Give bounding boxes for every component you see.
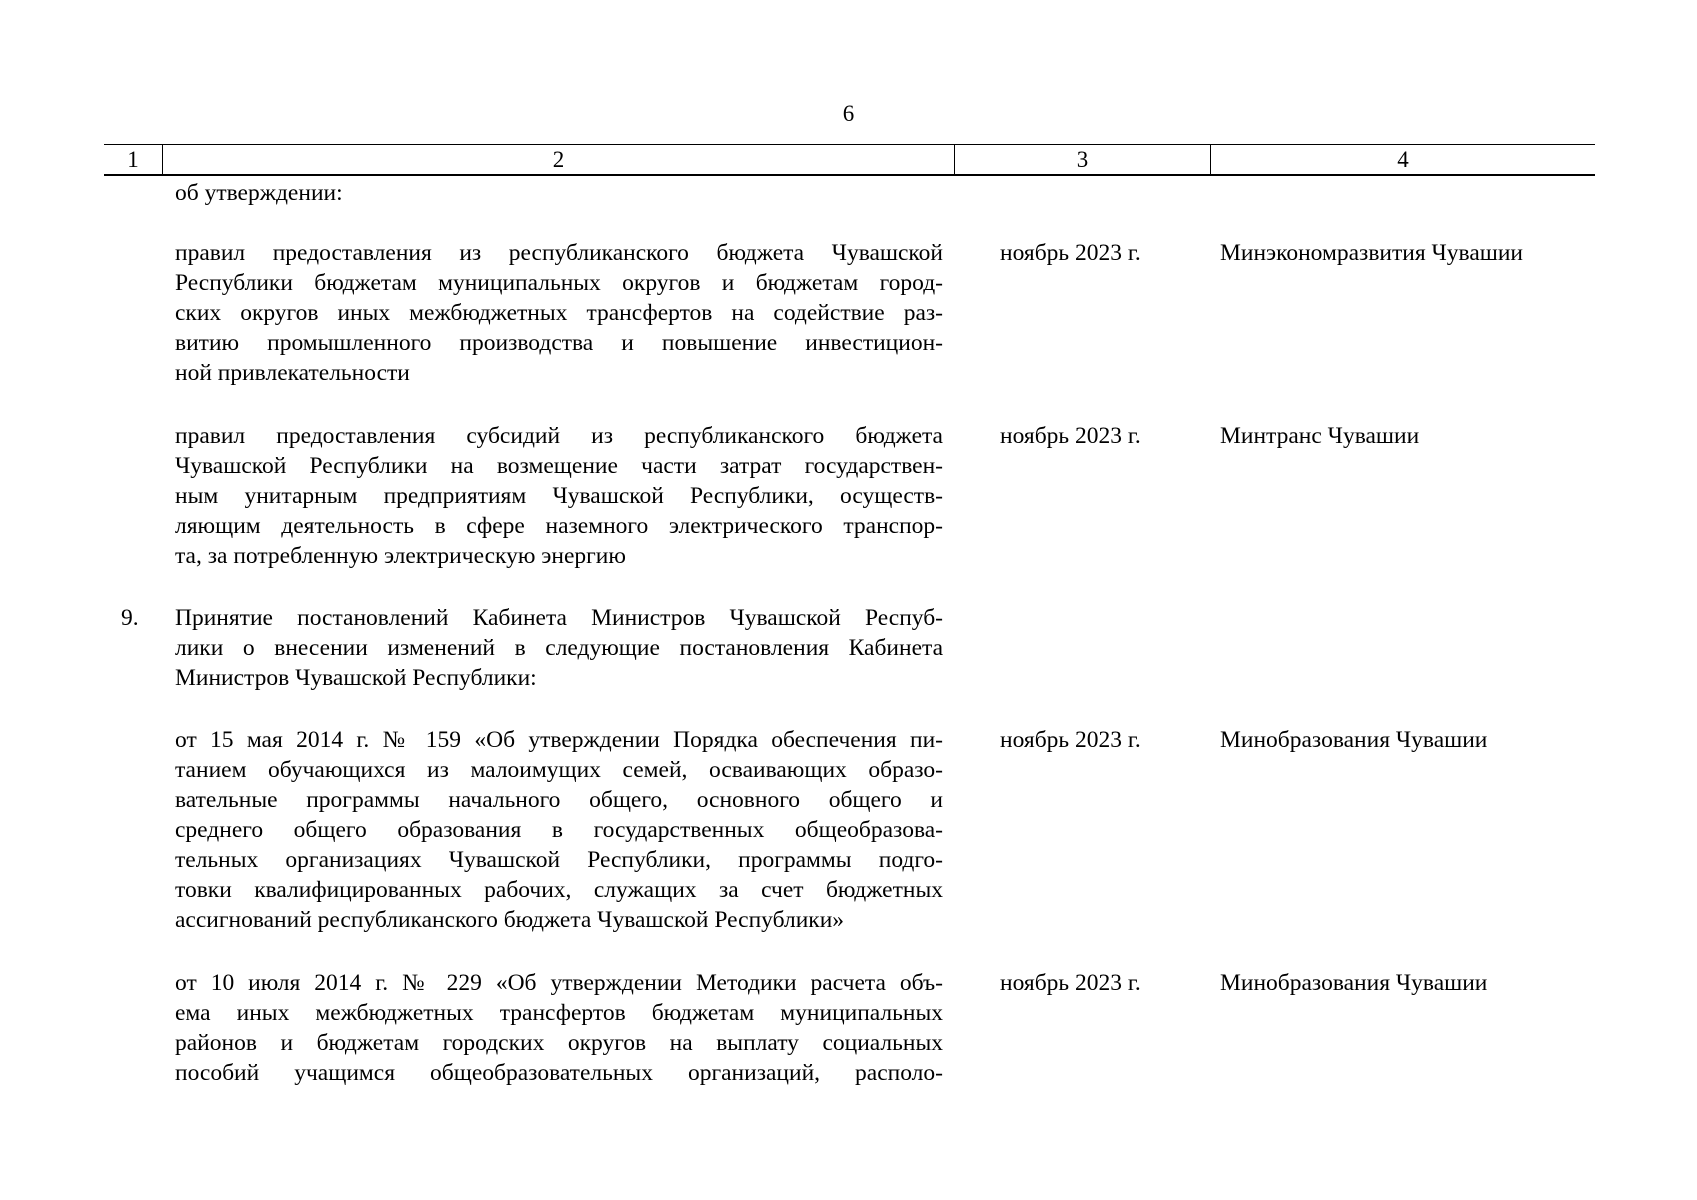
header-col-3: 3 bbox=[955, 145, 1211, 174]
row-2-description bbox=[175, 421, 943, 571]
text-line: ема иных межбюджетных трансфертов бюджетам муниципальных bbox=[175, 1000, 943, 1026]
text-line: тельных организациях Чувашской Республики, программы подго- bbox=[175, 847, 943, 873]
text-line: пособий учащимся общеобразовательных организаций, располо- bbox=[175, 1060, 943, 1086]
header-col-1: 1 bbox=[104, 145, 163, 174]
row-1-date: ноябрь 2023 г. bbox=[1000, 240, 1141, 266]
text-line: вательные программы начального общего, основного общего и bbox=[175, 787, 943, 813]
text-line: ских округов иных межбюджетных трансфертов на содействие раз- bbox=[175, 300, 943, 326]
text-line: Принятие постановлений Кабинета Министров Чувашской Респуб- bbox=[175, 605, 943, 631]
page-number: 6 bbox=[842, 101, 855, 126]
subrow-2-date: ноябрь 2023 г. bbox=[1000, 970, 1141, 996]
text-line: правил предоставления из республиканского бюджета Чувашской bbox=[175, 240, 943, 266]
text-line: от 10 июля 2014 г. № 229 «Об утверждении Методики расчета объ- bbox=[175, 970, 943, 996]
text-line: от 15 мая 2014 г. № 159 «Об утверждении Порядка обеспечения пи- bbox=[175, 727, 943, 753]
text-line: среднего общего образования в государственных общеобразова- bbox=[175, 817, 943, 843]
text-line: товки квалифицированных рабочих, служащих за счет бюджетных bbox=[175, 877, 943, 903]
row-2-responsible: Минтранс Чувашии bbox=[1220, 423, 1420, 449]
text-line: Чувашской Республики на возмещение части затрат государствен- bbox=[175, 453, 943, 479]
text-line: ляющим деятельность в сфере наземного электрического транспор- bbox=[175, 513, 943, 539]
subrow-2-responsible: Минобразования Чувашии bbox=[1220, 970, 1488, 996]
subrow-1-date: ноябрь 2023 г. bbox=[1000, 727, 1141, 753]
text-line: ным унитарным предприятиям Чувашской Республики, осуществ- bbox=[175, 483, 943, 509]
text-line: Министров Чувашской Республики: bbox=[175, 665, 537, 691]
text-line: Республики бюджетам муниципальных округов и бюджетам город- bbox=[175, 270, 943, 296]
subrow-2-description bbox=[175, 968, 943, 1088]
header-col-4: 4 bbox=[1397, 147, 1409, 172]
table-header-row bbox=[104, 144, 1595, 176]
item-9-number: 9. bbox=[121, 605, 139, 631]
text-line: танием обучающихся из малоимущих семей, осваивающих образо- bbox=[175, 757, 943, 783]
text-line: ассигнований республиканского бюджета Чувашской Республики» bbox=[175, 907, 845, 933]
text-line: та, за потребленную электрическую энергию bbox=[175, 543, 626, 569]
text-line: правил предоставления субсидий из республиканского бюджета bbox=[175, 423, 943, 449]
row-1-description bbox=[175, 238, 943, 388]
header-col-2: 2 bbox=[163, 145, 955, 174]
row-2-date: ноябрь 2023 г. bbox=[1000, 423, 1141, 449]
text-line: витию промышленного производства и повышение инвестицион- bbox=[175, 330, 943, 356]
text-line: лики о внесении изменений в следующие постановления Кабинета bbox=[175, 635, 943, 661]
item-9-description bbox=[175, 603, 943, 693]
subrow-1-description bbox=[175, 725, 943, 935]
intro-text: об утверждении: bbox=[175, 180, 343, 206]
subrow-1-responsible: Минобразования Чувашии bbox=[1220, 727, 1488, 753]
text-line: районов и бюджетам городских округов на выплату социальных bbox=[175, 1030, 943, 1056]
text-line: ной привлекательности bbox=[175, 360, 410, 386]
row-1-responsible: Минэкономразвития Чувашии bbox=[1220, 240, 1524, 266]
